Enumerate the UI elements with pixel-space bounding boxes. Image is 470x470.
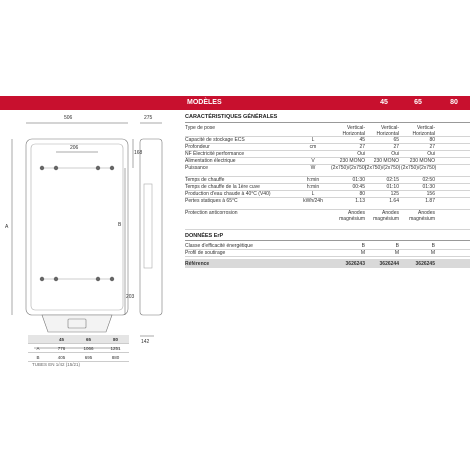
dim-width: 506 xyxy=(64,115,73,121)
model-80-label: 80 xyxy=(450,99,458,106)
spec-value-45: B xyxy=(361,243,365,249)
spec-value-80: 230 MONO xyxy=(409,158,435,164)
section-divider xyxy=(185,122,470,123)
dim-col-45: 45 xyxy=(48,335,75,344)
spec-value-65: 27 xyxy=(393,144,399,150)
dim-depth: 275 xyxy=(144,115,153,121)
section-divider xyxy=(185,240,470,241)
spec-value-65: B xyxy=(395,243,399,249)
spec-label: Puissance xyxy=(185,165,209,171)
spec-value-45: 01:30 xyxy=(352,177,365,183)
dim-col-65: 65 xyxy=(75,335,102,344)
spec-unit: V xyxy=(311,158,315,164)
spec-label: Alimentation électrique xyxy=(185,158,236,164)
spec-value-80: Anodes magnésium xyxy=(409,210,435,222)
heater-side-outline xyxy=(140,139,162,315)
spec-value-45: 45 xyxy=(359,137,365,143)
spec-unit: L xyxy=(311,191,315,197)
erp-section-title: DONNÉES ErP xyxy=(185,233,224,239)
spec-row xyxy=(185,209,470,230)
models-header-bar xyxy=(0,96,470,110)
spec-label: Type de pose xyxy=(185,125,216,131)
spec-label: NF Électricité performance xyxy=(185,151,245,157)
general-section-title: CARACTÉRISTIQUES GÉNÉRALES xyxy=(185,114,278,120)
reference-row xyxy=(185,259,470,268)
spec-value-45: 1.13 xyxy=(355,198,365,204)
spec-value-65: M xyxy=(394,250,399,256)
spec-unit: h:min xyxy=(306,184,320,190)
dimensions-table xyxy=(28,335,129,362)
spec-value-65: 125 xyxy=(390,191,399,197)
dim-a: A xyxy=(5,224,9,230)
spec-value-65: 02:15 xyxy=(386,177,399,183)
spec-value-80: 02:50 xyxy=(422,177,435,183)
models-label: MODÈLES xyxy=(187,99,222,106)
spec-value-65: 65 xyxy=(393,137,399,143)
spec-value-45: (2x750)/(2x750) xyxy=(331,165,367,171)
spec-value-80: 01:30 xyxy=(422,184,435,190)
spec-value-45: 80 xyxy=(359,191,365,197)
reference-label: Référence xyxy=(185,261,210,267)
spec-value-80: (2x750)/(2x750) xyxy=(401,165,437,171)
reference-value-65: 3626244 xyxy=(379,261,399,267)
heater-front-outline xyxy=(26,139,128,315)
dimensions-row-a: A 776 1066 1251 xyxy=(28,344,129,353)
water-heater-drawing xyxy=(0,114,180,359)
heater-front-inner xyxy=(31,144,123,310)
spec-label: Classe d'efficacité énergétique xyxy=(185,243,253,249)
spec-label: Temps de chauffe de la 1ère cuve xyxy=(185,184,260,190)
dimensions-row-b: B 405 695 880 xyxy=(28,353,129,362)
spec-value-45: 230 MONO xyxy=(339,158,365,164)
spec-unit: L xyxy=(311,137,315,143)
spec-value-45: Anodes magnésium xyxy=(339,210,365,222)
dim-b: B xyxy=(118,222,122,228)
heater-side-inner xyxy=(144,184,152,268)
spec-label: Temps de chauffe xyxy=(185,177,225,183)
spec-value-45: 27 xyxy=(359,144,365,150)
spec-value-80: 1.87 xyxy=(425,198,435,204)
spec-value-45: Oui xyxy=(357,151,365,157)
model-45-label: 45 xyxy=(380,99,388,106)
spec-label: Protection anticorrosion xyxy=(185,210,238,216)
spec-unit: cm xyxy=(309,144,317,150)
spec-value-65: Vertical-Horizontal xyxy=(376,125,399,137)
spec-unit: W xyxy=(310,165,316,171)
control-panel xyxy=(42,315,112,332)
spec-value-65: 01:10 xyxy=(386,184,399,190)
spec-value-80: B xyxy=(431,243,435,249)
spec-label: Production d'eau chaude à 40°C (V40) xyxy=(185,191,271,197)
spec-value-45: 00:45 xyxy=(352,184,365,190)
spec-value-65: 230 MONO xyxy=(373,158,399,164)
spec-label: Profondeur xyxy=(185,144,210,150)
pipes-note: TUBES EN 1/42 (15/21) xyxy=(32,362,81,367)
reference-value-45: 3626243 xyxy=(345,261,365,267)
spec-value-65: (2x750)/(2x750) xyxy=(365,165,401,171)
spec-value-80: 80 xyxy=(429,137,435,143)
spec-label: Pertes statiques à 65°C xyxy=(185,198,238,204)
spec-value-45: M xyxy=(360,250,365,256)
spec-value-80: Oui xyxy=(427,151,435,157)
spec-value-80: 27 xyxy=(429,144,435,150)
spec-value-45: Vertical-Horizontal xyxy=(342,125,365,137)
spec-value-80: 156 xyxy=(426,191,435,197)
dim-top: 168 xyxy=(134,150,143,156)
spec-value-65: 1.64 xyxy=(389,198,399,204)
spec-value-65: Oui xyxy=(391,151,399,157)
spec-value-80: M xyxy=(430,250,435,256)
product-sheet xyxy=(0,96,470,366)
spec-label: Profil de soutirage xyxy=(185,250,226,256)
dim-col-80: 80 xyxy=(102,335,129,344)
spec-unit: kWh/24h xyxy=(303,198,323,204)
spec-label: Capacité de stockage ECS xyxy=(185,137,245,143)
dim-pipes: 206 xyxy=(70,145,79,151)
spec-value-65: Anodes magnésium xyxy=(373,210,399,222)
spec-unit: h:min xyxy=(306,177,320,183)
model-65-label: 65 xyxy=(414,99,422,106)
spec-value-80: Vertical-Horizontal xyxy=(412,125,435,137)
dimensions-header-row xyxy=(28,335,129,344)
erp-row xyxy=(185,249,470,257)
reference-value-80: 3626245 xyxy=(415,261,435,267)
dim-bottom: 203 xyxy=(126,294,135,300)
technical-drawing xyxy=(0,114,180,359)
dim-base-depth: 142 xyxy=(141,339,150,345)
